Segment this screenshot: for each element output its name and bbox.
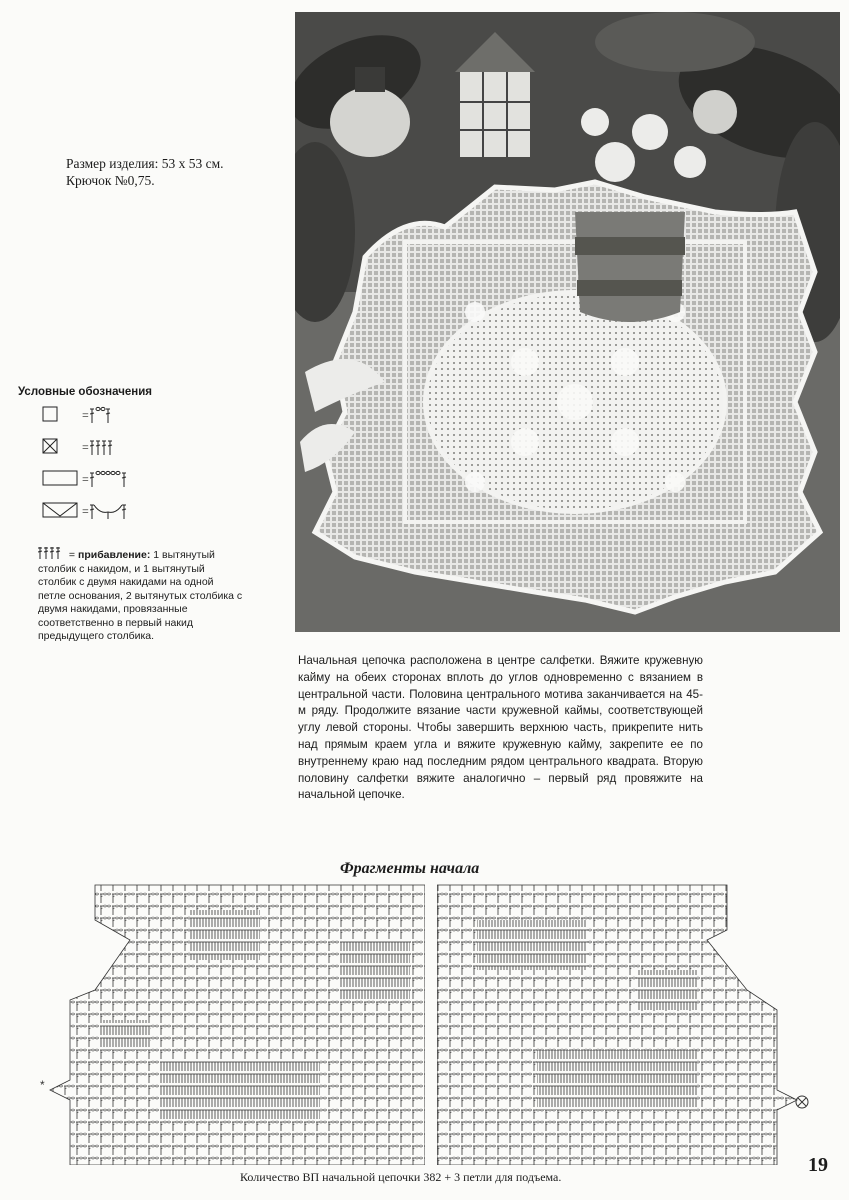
stitch-lacet-icon	[90, 502, 150, 520]
flower-pot	[575, 212, 685, 322]
long-rectangle-icon	[42, 470, 78, 486]
legend-row-lacet	[18, 502, 248, 534]
increase-stitch-icon	[38, 546, 66, 560]
legend-row-open-mesh	[18, 406, 248, 438]
increase-text: 1 вытянутый столбик с накидом, и 1 вытянутый столбик с двумя накидами на одной петле основания, 2 вытянутых столбика с двумя накидами, провязанные соответственно в первый накид предыдущего столбика.	[38, 549, 243, 642]
legend-equals: =	[82, 440, 89, 454]
legend-equals: =	[82, 408, 89, 422]
section-title: Фрагменты начала	[340, 860, 480, 877]
instructions-text: Начальная цепочка расположена в центре салфетки. Вяжите кружевную кайму на обеих сторонах вплоть до углов одновременно с вязанием в центральной части. Половина центрального мотива заканчивается на 45-м ряду. Продолжите вязание части кружевной каймы, соответствующей углу левой стороны. Чтобы завершить верхнюю часть, прикрепите нить над прямым краем угла и вяжите кружевную кайму, закрепите ее по внутреннему краю над последним рядом центрального квадрата. Вторую половину салфетки вяжите аналогично – первый ряд провяжите на начальной цепочке.	[298, 654, 703, 802]
legend	[18, 386, 248, 534]
legend-row-filled	[18, 438, 248, 470]
crochet-chart-right	[437, 880, 812, 1165]
doily-photo	[295, 12, 840, 632]
legend-title: Условные обозначения	[18, 386, 153, 398]
legend-equals: =	[82, 504, 89, 518]
product-specs	[66, 155, 224, 189]
size-text: Размер изделия: 53 х 53 см.	[66, 156, 224, 171]
increase-definition	[38, 546, 243, 644]
increase-term: прибавление:	[77, 549, 151, 561]
stitch-long-mesh-icon	[90, 470, 150, 488]
legend-row-long-mesh	[18, 470, 248, 502]
chart-caption: Количество ВП начальной цепочки 382 + 3 петли для подъема.	[240, 1170, 562, 1184]
start-asterisk-icon: *	[40, 1078, 45, 1092]
end-marker-icon	[796, 1096, 808, 1108]
open-square-icon	[42, 406, 58, 422]
filled-square-icon	[42, 438, 58, 454]
page-number: 19	[808, 1154, 828, 1176]
stitch-open-mesh-icon	[90, 406, 124, 424]
lacet-icon	[42, 502, 78, 518]
stitch-filled-icon	[90, 438, 124, 456]
legend-equals: =	[68, 549, 76, 561]
crochet-chart-left	[40, 880, 425, 1165]
legend-equals: =	[82, 472, 89, 486]
hook-text: Крючок №0,75.	[66, 173, 155, 188]
